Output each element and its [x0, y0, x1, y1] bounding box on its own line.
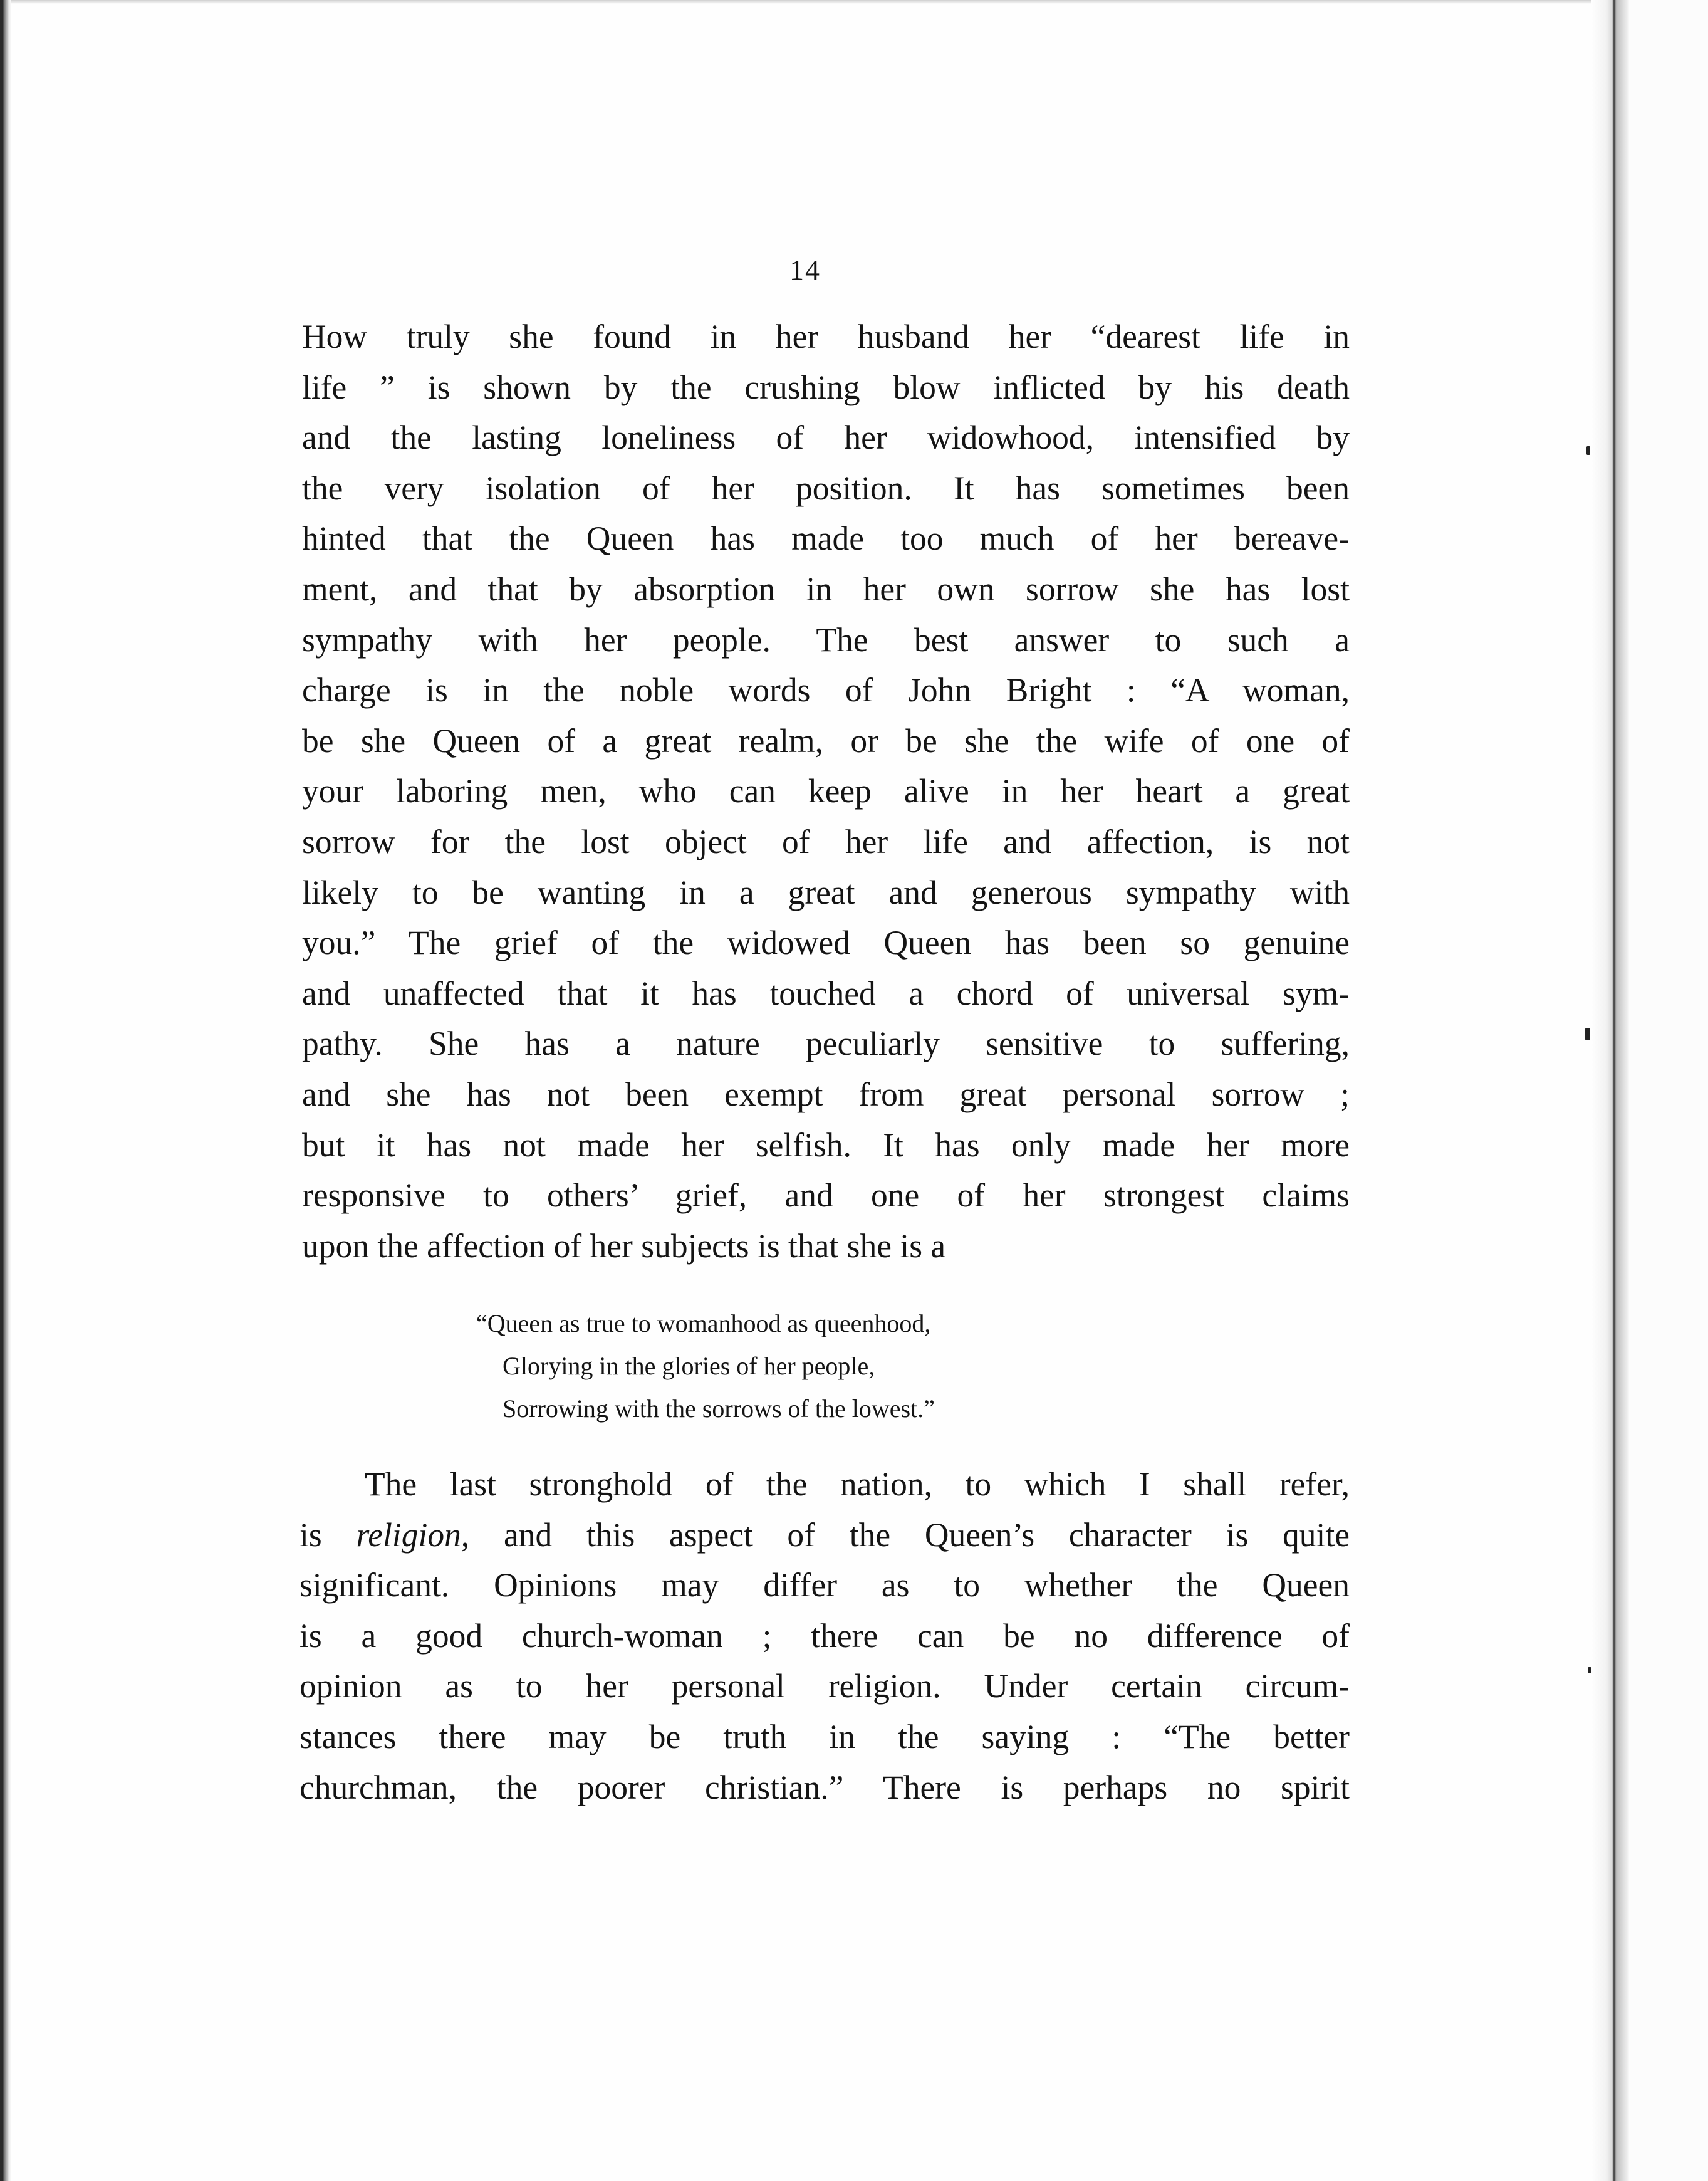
text-line: [299, 1510, 1350, 1561]
quote-line: Sorrowing with the sorrows of the lowest.”: [503, 1394, 935, 1423]
text-line: sympathy with her people. The best answer to such a: [302, 620, 1350, 659]
text-line: How truly she found in her husband her “dearest life in: [302, 318, 1350, 355]
text-line: but it has not made her selfish. It has only made her more: [302, 1126, 1350, 1164]
scan-speck: [1588, 1667, 1591, 1673]
text-line: pathy. She has a nature peculiarly sensitive to suffering,: [302, 1025, 1350, 1063]
text-line: opinion as to her personal religion. Under certain circum-: [299, 1667, 1350, 1705]
text-line: The last stronghold of the nation, to which I shall refer,: [365, 1465, 1350, 1503]
text-line: significant. Opinions may differ as to whether the Queen: [299, 1566, 1350, 1604]
text-line: ment, and that by absorption in her own sorrow she has lost: [302, 570, 1350, 608]
text-line: and the lasting loneliness of her widowhood, intensified by: [302, 419, 1350, 457]
text-line: charge is in the noble words of John Bright : “A woman,: [302, 671, 1350, 709]
text-run: , and this aspect of the Queen’s character is quite: [461, 1515, 1350, 1554]
text-line: and unaffected that it has touched a chord of universal sym-: [302, 974, 1350, 1012]
text-run: is: [299, 1515, 357, 1554]
text-line: you.” The grief of the widowed Queen has been so genuine: [302, 924, 1350, 962]
scan-top-edge: [0, 0, 1708, 4]
scan-left-edge: [0, 0, 11, 2181]
text-line: be she Queen of a great realm, or be she the wife of one of: [302, 721, 1350, 760]
facing-page-margin: [1629, 0, 1708, 2181]
text-line: your laboring men, who can keep alive in her heart a great: [302, 772, 1350, 810]
page-right-edge: [1591, 0, 1629, 2181]
text-line: responsive to others’ grief, and one of her strongest claims: [302, 1176, 1350, 1215]
quote-line: Glorying in the glories of her people,: [503, 1352, 875, 1380]
paragraph-1: [302, 311, 1350, 1271]
text-line: upon the affection of her subjects is that she is a: [302, 1226, 946, 1265]
text-line: stances there may be truth in the saying : “The better: [299, 1717, 1350, 1755]
text-line: churchman, the poorer christian.” There is perhaps no spirit: [299, 1768, 1350, 1806]
text-line: the very isolation of her position. It has sometimes been: [302, 469, 1350, 507]
text-line: hinted that the Queen has made too much of her bereave-: [302, 520, 1350, 558]
scan-speck: [1586, 446, 1590, 455]
paragraph-2: [299, 1459, 1350, 1812]
text-line: is a good church-woman ; there can be no difference of: [299, 1616, 1350, 1655]
text-line: and she has not been exempt from great personal sorrow ;: [302, 1075, 1350, 1113]
text-line: sorrow for the lost object of her life and affection, is not: [302, 822, 1350, 860]
text-line: life ” is shown by the crushing blow inflicted by his death: [302, 368, 1350, 406]
page-number: 14: [789, 254, 821, 286]
block-quote: [476, 1302, 1228, 1430]
italic-term: religion: [356, 1515, 461, 1554]
quote-line: “Queen as true to womanhood as queenhood,: [476, 1309, 931, 1337]
text-line: likely to be wanting in a great and generous sympathy with: [302, 873, 1350, 911]
scan-speck: [1585, 1028, 1590, 1040]
